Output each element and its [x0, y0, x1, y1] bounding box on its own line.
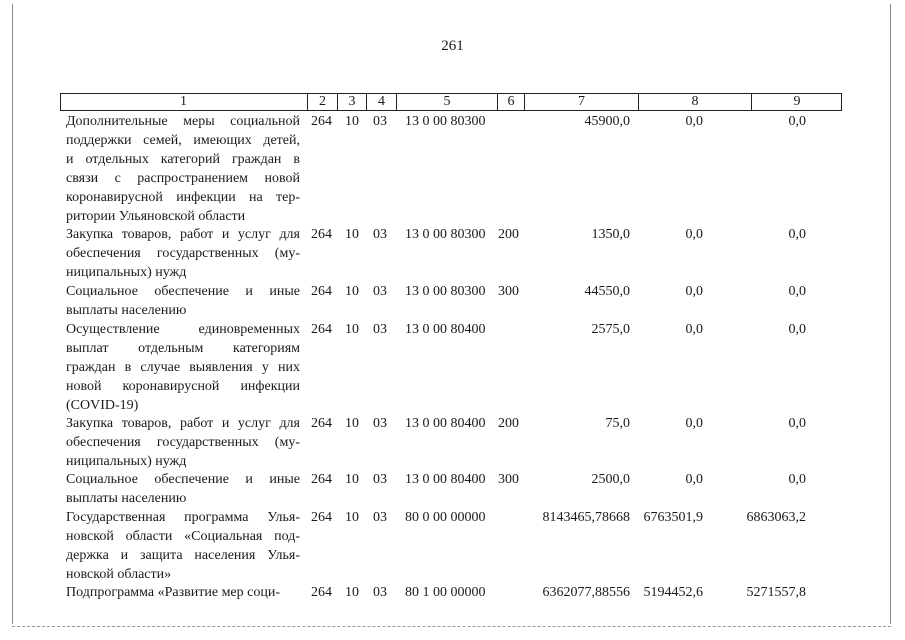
- row-name-line: коронавирусной инфекции на тер-: [66, 190, 300, 205]
- row-name-line: ниципальных) нужд: [66, 454, 187, 469]
- row-name-line: Социальное обеспечение и иные: [66, 284, 300, 299]
- cell-col-4: 03: [373, 472, 387, 487]
- column-header-7: 7: [524, 94, 638, 110]
- row-name-line: обеспечения государственных (му-: [66, 435, 300, 450]
- cell-col-9: 0,0: [788, 322, 806, 337]
- cell-col-9: 0,0: [788, 472, 806, 487]
- row-name-line: Закупка товаров, работ и услуг для: [66, 227, 300, 242]
- cell-col-9: 0,0: [788, 284, 806, 299]
- cell-col-2: 264: [311, 322, 332, 337]
- cell-col-5: 13 0 00 80300: [405, 227, 486, 242]
- table-header: [60, 93, 842, 111]
- row-name-line: новской области»: [66, 567, 172, 582]
- row-name-line: Закупка товаров, работ и услуг для: [66, 416, 300, 431]
- cell-col-4: 03: [373, 114, 387, 129]
- cell-col-5: 13 0 00 80400: [405, 416, 486, 431]
- cell-col-6: 200: [498, 227, 519, 242]
- cell-col-6: 300: [498, 472, 519, 487]
- cell-col-5: 13 0 00 80400: [405, 322, 486, 337]
- cell-col-8: 0,0: [685, 416, 703, 431]
- row-name-line: Социальное обеспечение и иные: [66, 472, 300, 487]
- cell-col-9: 0,0: [788, 227, 806, 242]
- cell-col-2: 264: [311, 416, 332, 431]
- column-header-6: 6: [497, 94, 524, 110]
- row-name: [66, 508, 300, 584]
- row-name-line: связи с распространением новой: [66, 171, 300, 186]
- cell-col-8: 5194452,6: [643, 585, 703, 600]
- row-name: [66, 282, 300, 320]
- cell-col-3: 10: [345, 114, 359, 129]
- cell-col-4: 03: [373, 510, 387, 525]
- cell-col-8: 0,0: [685, 227, 703, 242]
- cell-col-5: 13 0 00 80400: [405, 472, 486, 487]
- cell-col-9: 0,0: [788, 114, 806, 129]
- row-name-line: выплаты населению: [66, 491, 187, 506]
- cell-col-8: 0,0: [685, 322, 703, 337]
- cell-col-2: 264: [311, 472, 332, 487]
- cell-col-2: 264: [311, 114, 332, 129]
- cell-col-3: 10: [345, 322, 359, 337]
- column-header-8: 8: [638, 94, 751, 110]
- cell-col-6: 300: [498, 284, 519, 299]
- cell-col-3: 10: [345, 284, 359, 299]
- column-header-9: 9: [751, 94, 842, 110]
- cell-col-7: 75,0: [605, 416, 630, 431]
- row-name-line: обеспечения государственных (му-: [66, 246, 300, 261]
- cell-col-3: 10: [345, 472, 359, 487]
- cell-col-4: 03: [373, 416, 387, 431]
- row-name: [66, 583, 300, 602]
- row-name: [66, 414, 300, 471]
- row-name: [66, 225, 300, 282]
- row-name: [66, 112, 300, 226]
- row-name-line: держка и защита населения Улья-: [66, 548, 300, 563]
- row-name-line: Дополнительные меры социальной: [66, 114, 300, 129]
- cell-col-8: 0,0: [685, 284, 703, 299]
- row-name-line: и отдельных категорий граждан в: [66, 152, 300, 167]
- cell-col-3: 10: [345, 227, 359, 242]
- cell-col-7: 44550,0: [584, 284, 630, 299]
- page-frame-right: [890, 4, 891, 624]
- column-header-4: 4: [366, 94, 396, 110]
- cell-col-9: 5271557,8: [746, 585, 806, 600]
- cell-col-5: 13 0 00 80300: [405, 284, 486, 299]
- cell-col-4: 03: [373, 227, 387, 242]
- row-name: [66, 470, 300, 508]
- cell-col-7: 8143465,78668: [542, 510, 630, 525]
- cell-col-3: 10: [345, 416, 359, 431]
- row-name-line: новской области «Социальная под-: [66, 529, 300, 544]
- cell-col-9: 6863063,2: [746, 510, 806, 525]
- cell-col-5: 80 1 00 00000: [405, 585, 486, 600]
- cell-col-2: 264: [311, 284, 332, 299]
- row-name-line: ритории Ульяновской области: [66, 209, 246, 224]
- column-header-2: 2: [307, 94, 337, 110]
- row-name-line: выплат отдельным категориям: [66, 341, 300, 356]
- cell-col-2: 264: [311, 510, 332, 525]
- cell-col-7: 2500,0: [591, 472, 630, 487]
- cell-col-8: 0,0: [685, 114, 703, 129]
- cell-col-5: 80 0 00 00000: [405, 510, 486, 525]
- page-frame-bottom: [12, 626, 891, 627]
- page-frame-left: [12, 4, 13, 624]
- column-header-3: 3: [337, 94, 366, 110]
- cell-col-4: 03: [373, 322, 387, 337]
- row-name-line: граждан в случае выявления у них: [66, 360, 300, 375]
- row-name-line: (COVID-19): [66, 398, 139, 413]
- cell-col-9: 0,0: [788, 416, 806, 431]
- cell-col-2: 264: [311, 585, 332, 600]
- cell-col-7: 2575,0: [591, 322, 630, 337]
- cell-col-3: 10: [345, 510, 359, 525]
- row-name-line: Осуществление единовременных: [66, 322, 300, 337]
- row-name-line: выплаты населению: [66, 303, 187, 318]
- cell-col-2: 264: [311, 227, 332, 242]
- cell-col-8: 0,0: [685, 472, 703, 487]
- row-name-line: новой коронавирусной инфекции: [66, 379, 300, 394]
- page-number: 261: [441, 38, 464, 54]
- cell-col-6: 200: [498, 416, 519, 431]
- cell-col-7: 45900,0: [584, 114, 630, 129]
- row-name-line: Подпрограмма «Развитие мер соци-: [66, 585, 281, 600]
- row-name-line: ниципальных) нужд: [66, 265, 187, 280]
- cell-col-8: 6763501,9: [643, 510, 703, 525]
- cell-col-5: 13 0 00 80300: [405, 114, 486, 129]
- row-name-line: поддержки семей, имеющих детей,: [66, 133, 300, 148]
- cell-col-7: 1350,0: [591, 227, 630, 242]
- column-header-5: 5: [396, 94, 497, 110]
- cell-col-7: 6362077,88556: [542, 585, 630, 600]
- cell-col-4: 03: [373, 284, 387, 299]
- row-name: [66, 320, 300, 415]
- cell-col-4: 03: [373, 585, 387, 600]
- column-header-1: 1: [180, 94, 187, 109]
- cell-col-3: 10: [345, 585, 359, 600]
- row-name-line: Государственная программа Улья-: [66, 510, 300, 525]
